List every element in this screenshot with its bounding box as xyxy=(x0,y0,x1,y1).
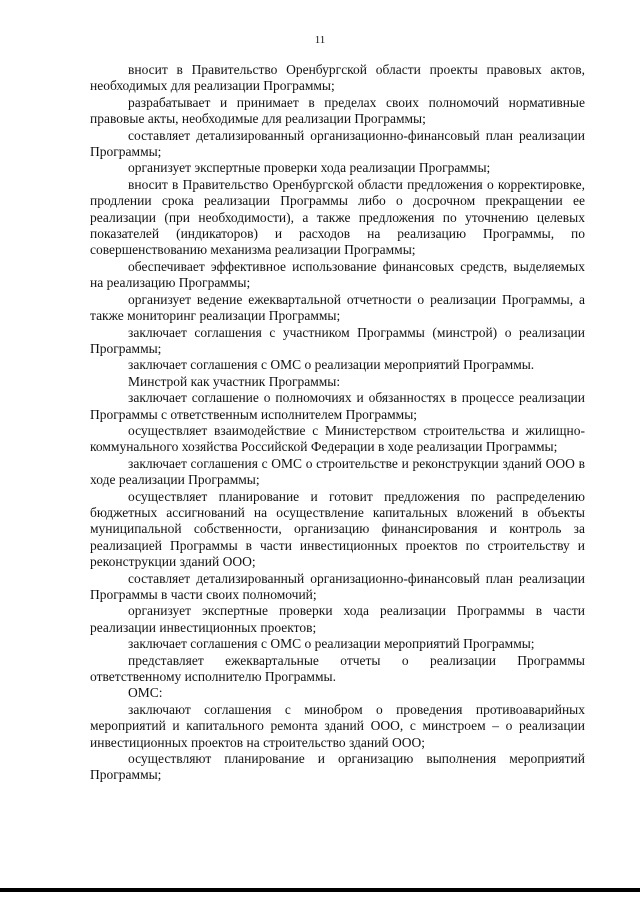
paragraph: составляет детализированный организационно-финансовый план реализации Программы; xyxy=(90,127,585,160)
document-body xyxy=(90,62,585,784)
paragraph: осуществляет взаимодействие с Министерством строительства и жилищно-коммунального хозяйства Российской Федерации в ходе реализации Программы; xyxy=(90,422,585,455)
paragraph: организует экспертные проверки хода реализации Программы в части реализации инвестиционных проектов; xyxy=(90,603,585,635)
section-heading: ОМС: xyxy=(128,685,163,701)
section-heading: Минстрой как участник Программы: xyxy=(128,373,341,389)
page-number: 11 xyxy=(314,34,326,46)
paragraph: заключает соглашения с ОМС о реализации мероприятий Программы. xyxy=(128,357,535,373)
paragraph: заключает соглашения с участником Программы (минстрой) о реализации Программы; xyxy=(90,324,585,356)
paragraph: осуществляют планирование и организацию выполнения мероприятий Программы; xyxy=(90,751,585,783)
paragraph: организует экспертные проверки хода реализации Программы; xyxy=(128,160,491,176)
paragraph: разрабатывает и принимает в пределах своих полномочий нормативные правовые акты, необходимые для реализации Программы; xyxy=(90,94,585,127)
paragraph: заключают соглашения с минобром о проведения противоаварийных мероприятий и капитального ремонта зданий ООО, с минстроем – о реализации инвестиционных проектов на строительство зданий ООО; xyxy=(90,701,585,750)
paragraph: вносит в Правительство Оренбургской области проекты правовых актов, необходимых для реализации Программы; xyxy=(90,62,585,94)
paragraph: представляет ежеквартальные отчеты о реализации Программы ответственному исполнителю Программы. xyxy=(90,652,585,685)
paragraph: составляет детализированный организационно-финансовый план реализации Программы в части своих полномочий; xyxy=(90,570,585,602)
paragraph: обеспечивает эффективное использование финансовых средств, выделяемых на реализацию Программы; xyxy=(90,258,585,291)
page-bottom-edge xyxy=(0,888,640,892)
paragraph: заключает соглашения с ОМС о реализации мероприятий Программы; xyxy=(128,636,535,652)
paragraph: осуществляет планирование и готовит предложения по распределению бюджетных ассигнований на осуществление капитальных вложений в объекты муниципальной собственности, организацию финансирования и контроль за реализацией Программы в части инвестиционных проектов по строительству и реконструкции зданий ООО; xyxy=(90,488,585,570)
paragraph: организует ведение ежеквартальной отчетности о реализации Программы, а также мониторинг реализации Программы; xyxy=(90,291,585,324)
paragraph: заключает соглашение о полномочиях и обязанностях в процессе реализации Программы с ответственным исполнителем Программы; xyxy=(90,390,585,422)
paragraph: заключает соглашения с ОМС о строительстве и реконструкции зданий ООО в ходе реализации Программы; xyxy=(90,455,585,488)
paragraph: вносит в Правительство Оренбургской области предложения о корректировке, продлении срока реализации Программы либо о досрочном прекращении ее реализации (при необходимости), а также предложения по уточнению целевых показателей (индикаторов) и расходов на реализацию Программы, по совершенствованию механизма реализации Программы; xyxy=(90,176,585,258)
